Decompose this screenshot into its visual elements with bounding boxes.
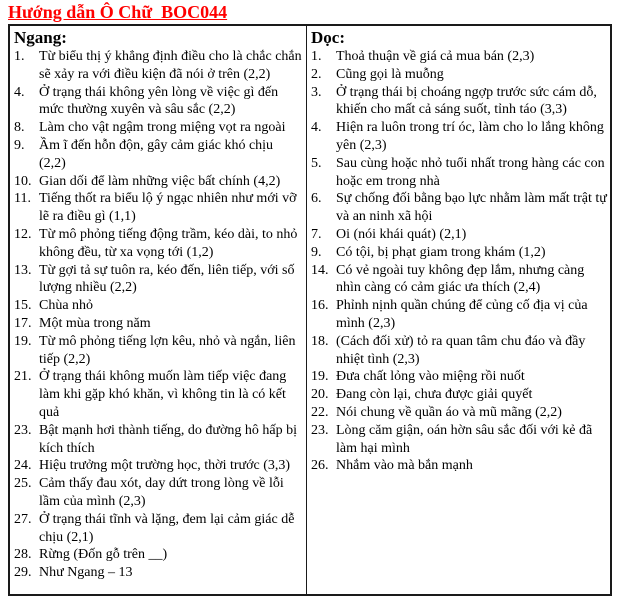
clue-item: [14, 173, 303, 191]
clue-item: [311, 155, 607, 191]
clue-number: 12.: [14, 226, 32, 242]
clue-text: Có tội, bị phạt giam trong khám (1,2): [336, 244, 546, 260]
clue-number: 26.: [311, 458, 329, 474]
clue-item: [14, 262, 303, 298]
clue-text: Từ mô phỏng tiếng động trầm, kéo dài, to nhỏ không đều, từ xa vọng tới (1,2): [39, 226, 298, 260]
clue-item: [311, 48, 607, 66]
clue-number: 14.: [311, 262, 329, 278]
clue-number: 1.: [311, 49, 322, 64]
clue-item: [311, 244, 607, 262]
clue-text: Lòng căm giận, oán hờn sâu sắc đối với kẻ đã làm hại mình: [336, 422, 593, 456]
clue-text: Sau cùng hoặc nhỏ tuổi nhất trong hàng các con hoặc em trong nhà: [336, 155, 605, 189]
clue-text: Ở trạng thái bị choáng ngợp trước sức cám dỗ, khiến cho mất cả sáng suốt, tỉnh táo (3,3): [336, 84, 597, 118]
clue-number: 24.: [14, 458, 32, 474]
clue-item: [14, 333, 303, 369]
clue-text: Tiếng thốt ra biểu lộ ý ngạc nhiên như mới vỡ lẽ ra điều gì (1,1): [39, 191, 297, 225]
clues-table: [8, 24, 612, 596]
clue-text: Nói chung về quần áo và mũ mãng (2,2): [336, 404, 562, 420]
clue-text: Ở trạng thái không muốn làm tiếp việc đang làm khi gặp khó khăn, vì không tin là có kết quả: [39, 369, 287, 420]
clue-item: [311, 297, 607, 333]
clue-number: 17.: [14, 315, 32, 331]
clue-item: [311, 457, 607, 475]
clue-item: [14, 546, 303, 564]
clue-text: Thoả thuận về giá cả mua bán (2,3): [336, 49, 535, 64]
clue-item: [14, 457, 303, 475]
clue-text: Từ gợi tả sự tuôn ra, kéo đến, liên tiếp, với số lượng nhiều (2,2): [39, 262, 295, 296]
clue-item: [14, 564, 303, 582]
clue-text: Sự chống đối bằng bạo lực nhằm làm mất trật tự và an ninh xã hội: [336, 191, 607, 225]
clue-item: [14, 297, 303, 315]
clue-text: Có vẻ ngoài tuy không đẹp lắm, nhưng càng nhìn càng có cảm giác ưa thích (2,4): [336, 262, 585, 296]
clue-text: Ầm ĩ đến hỗn độn, gây cảm giác khó chịu (2,2): [39, 137, 274, 171]
clue-item: [14, 315, 303, 333]
across-clue-list: [14, 48, 303, 582]
clue-text: Từ mô phỏng tiếng lợn kêu, nhỏ và ngắn, liên tiếp (2,2): [39, 333, 296, 367]
clue-item: [311, 368, 607, 386]
clue-number: 27.: [14, 511, 32, 527]
clue-text: Chùa nhỏ: [39, 298, 94, 314]
clue-number: 6.: [311, 191, 322, 207]
clue-text: Bật mạnh hơi thành tiếng, do đường hô hấp bị kích thích: [39, 422, 298, 456]
clue-item: [311, 119, 607, 155]
clue-item: [311, 84, 607, 120]
clue-item: [14, 226, 303, 262]
clue-number: 19.: [14, 333, 32, 349]
clue-number: 3.: [311, 84, 322, 100]
clue-number: 9.: [311, 244, 322, 260]
clue-text: Hiệu trưởng một trường học, thời trước (3,3): [39, 458, 291, 474]
clue-text: Cảm thấy đau xót, day dứt trong lòng về lỗi lầm của mình (2,3): [39, 476, 284, 509]
clue-item: [14, 422, 303, 458]
clue-item: [311, 422, 607, 458]
clue-text: Đưa chất lỏng vào miệng rồi nuốt: [336, 369, 525, 385]
clue-item: [14, 119, 303, 137]
clue-text: Đang còn lại, chưa được giải quyết: [336, 387, 533, 403]
clue-item: [311, 262, 607, 298]
clue-item: [14, 475, 303, 511]
clue-number: 11.: [14, 191, 31, 207]
clue-item: [14, 511, 303, 547]
across-column: [10, 26, 307, 594]
clue-text: Gian dối để làm những việc bất chính (4,2): [39, 173, 281, 189]
clue-number: 15.: [14, 298, 32, 314]
down-clue-list: [311, 48, 607, 475]
clue-number: 19.: [311, 369, 329, 385]
clue-text: Ở trạng thái không yên lòng về việc gì đến mức thường xuyên và sâu sắc (2,2): [39, 84, 279, 118]
clue-number: 7.: [311, 226, 322, 242]
down-heading: Dọc:: [311, 28, 345, 47]
clue-item: [311, 404, 607, 422]
clue-number: 4.: [14, 84, 25, 100]
clue-text: Làm cho vật ngậm trong miệng vọt ra ngoài: [39, 120, 286, 136]
clue-number: 10.: [14, 173, 32, 189]
clue-number: 21.: [14, 369, 32, 385]
clue-item: [311, 333, 607, 369]
clue-number: 4.: [311, 120, 322, 136]
clue-number: 1.: [14, 49, 25, 64]
clue-item: [311, 66, 607, 84]
clue-item: [14, 368, 303, 421]
clue-number: 9.: [14, 137, 25, 153]
clue-text: Một mùa trong năm: [39, 315, 151, 331]
clue-text: Hiện ra luôn trong trí óc, làm cho lo lắng không yên (2,3): [336, 120, 604, 153]
clue-number: 5.: [311, 155, 322, 171]
clue-text: Như Ngang – 13: [39, 565, 133, 581]
page-title: Hướng dẫn Ô Chữ BOC044: [8, 2, 228, 22]
clue-number: 23.: [311, 422, 329, 438]
clue-number: 25.: [14, 476, 32, 492]
clue-item: [14, 137, 303, 173]
clue-item: [311, 190, 607, 226]
clue-item: [311, 226, 607, 244]
clue-number: 23.: [14, 422, 32, 438]
clue-number: 8.: [14, 120, 25, 136]
clue-number: 28.: [14, 547, 32, 563]
clue-text: Cũng gọi là muỗng: [336, 66, 444, 82]
clue-text: Oi (nói khái quát) (2,1): [336, 226, 467, 242]
clue-number: 16.: [311, 298, 329, 314]
clue-item: [14, 48, 303, 84]
clue-item: [14, 84, 303, 120]
clue-text: Rừng (Đốn gỗ trên __): [39, 547, 168, 563]
clue-number: 13.: [14, 262, 32, 278]
clue-item: [311, 386, 607, 404]
clue-number: 2.: [311, 66, 322, 82]
clue-number: 20.: [311, 387, 329, 403]
clue-number: 22.: [311, 404, 329, 420]
clue-text: Nhắm vào mà bắn mạnh: [336, 458, 473, 474]
clue-text: Phỉnh nịnh quần chúng để củng cố địa vị của mình (2,3): [336, 298, 588, 331]
across-heading: Ngang:: [14, 28, 67, 47]
down-column: [307, 26, 610, 594]
clue-text: (Cách đối xử) tỏ ra quan tâm chu đáo và đầy nhiệt tình (2,3): [336, 333, 586, 367]
clue-number: 29.: [14, 565, 32, 581]
clue-item: [14, 190, 303, 226]
clue-number: 18.: [311, 333, 329, 349]
clue-text: Ở trạng thái tĩnh và lặng, đem lại cảm giác dễ chịu (2,1): [39, 511, 295, 545]
clue-text: Từ biểu thị ý khẳng định điều cho là chắc chắn sẽ xảy ra với điều kiện đã nói ở trên (2,2): [39, 49, 302, 82]
